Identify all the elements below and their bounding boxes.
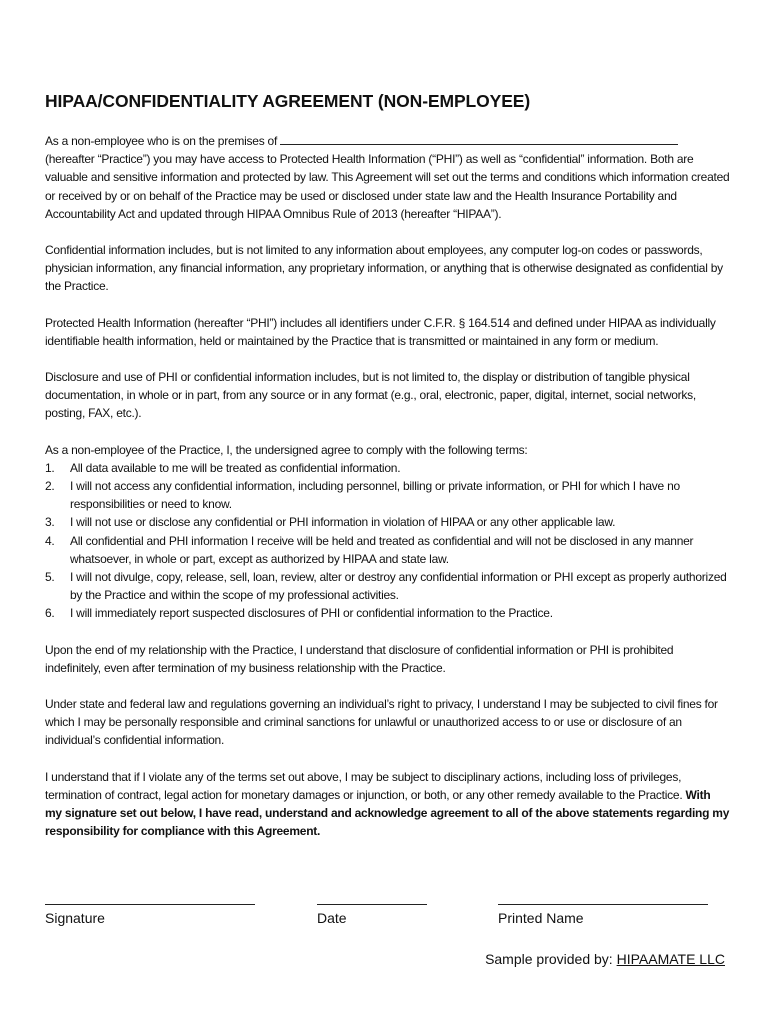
term-item [45,459,730,477]
term-item [45,568,730,604]
agreement-page [45,90,730,859]
term-number: 6. [45,606,55,621]
confidential-info-paragraph: Confidential information includes, but is not limited to any information about employees, any computer log-on codes or passwords, physician information, any financial information, any proprietary information, or anything that is otherwise designated as confidential by the Practice. [45,243,723,294]
practice-name-blank[interactable] [280,133,678,145]
state-federal-paragraph: Under state and federal law and regulations governing an individual’s right to privacy, I understand I may be subjected to civil fines for which I may be personally responsible and criminal sanctions for unlawful or unauthorized access to or use or disclosure of an individual’s confidential information. [45,697,718,748]
term-item [45,513,730,531]
term-text: I will not divulge, copy, release, sell, loan, review, alter or destroy any confidential information or PHI except as properly authorized by the Practice and within the scope of my professional activities. [70,570,727,603]
signature-field [45,893,255,926]
intro-rest: (hereafter “Practice”) you may have access to Protected Health Information (“PHI”) as well as “confidential” information. Both are valuable and sensitive information and protected by law. This Agreement will set out the terms and conditions which information created or received by or on behalf of the Practice may be used or disclosed under state law and the Health Insurance Portability and Accountability Act and updated through HIPAA Omnibus Rule of 2013 (hereafter “HIPAA”). [45,152,730,221]
term-text: I will immediately report suspected disclosures of PHI or confidential information to the Practice. [70,606,553,621]
end-relationship-paragraph: Upon the end of my relationship with the Practice, I understand that disclosure of confidential information or PHI is prohibited indefinitely, even after termination of my business relationship with the Practice. [45,642,674,675]
term-text: All confidential and PHI information I receive will be held and treated as confidential and will not be disclosed in any manner whatsoever, in whole or part, except as authorized by HIPAA and state law. [70,533,694,566]
term-number: 2. [45,479,55,494]
hipaamate-link[interactable]: HIPAAMATE LLC [616,951,725,967]
violation-text: I understand that if I violate any of the terms set out above, I may be subject to disciplinary actions, including loss of privileges, termination of contract, legal action for monetary damages or injunction, or both, or any other remedy available to the Practice. [45,769,683,802]
term-number: 4. [45,533,55,548]
term-text: I will not access any confidential information, including personnel, billing or private information, or PHI for which I have no responsibilities or need to know. [70,479,680,512]
terms-list [45,459,730,623]
term-item [45,532,730,568]
acknowledgement-text: With my signature set out below, I have read, understand and acknowledge agreement to all of the above statements regarding my responsibility for compliance with this Agreement. [45,787,730,839]
term-number: 1. [45,460,55,475]
signature-line[interactable] [45,893,255,905]
term-item [45,477,730,513]
intro-lead: As a non-employee who is on the premises of [45,134,278,148]
footer-prefix: Sample provided by: [485,951,617,967]
term-text: I will not use or disclose any confidential or PHI information in violation of HIPAA or any other applicable law. [70,515,616,530]
signature-block [45,893,735,933]
intro-paragraph [45,132,730,223]
phi-definition-paragraph: Protected Health Information (hereafter “PHI”) includes all identifiers under C.F.R. § 164.514 and defined under HIPAA as individually identifiable health information, held or maintained by the Practice that is transmitted or maintained in any form or medium. [45,315,716,348]
terms-intro: As a non-employee of the Practice, I, the undersigned agree to comply with the following terms: [45,442,528,457]
term-number: 5. [45,570,55,585]
agreement-body [45,132,730,841]
document-title: HIPAA/CONFIDENTIALITY AGREEMENT (NON-EMPLOYEE) [45,91,531,111]
printed-name-label: Printed Name [498,910,584,926]
term-text: All data available to me will be treated as confidential information. [70,460,401,475]
term-item [45,604,730,622]
printed-name-line[interactable] [498,893,708,905]
date-field [317,893,427,926]
signature-label: Signature [45,910,105,926]
violation-paragraph [45,768,730,841]
printed-name-field [498,893,708,926]
date-label: Date [317,910,347,926]
disclosure-paragraph: Disclosure and use of PHI or confidential information includes, but is not limited to, the display or distribution of tangible physical documentation, in whole or in part, from any source or in any format (e.g., oral, electronic, paper, digital, internet, social networks, posting, FAX, etc.). [45,370,697,421]
term-number: 3. [45,515,55,530]
footer-credit [485,950,725,968]
date-line[interactable] [317,893,427,905]
